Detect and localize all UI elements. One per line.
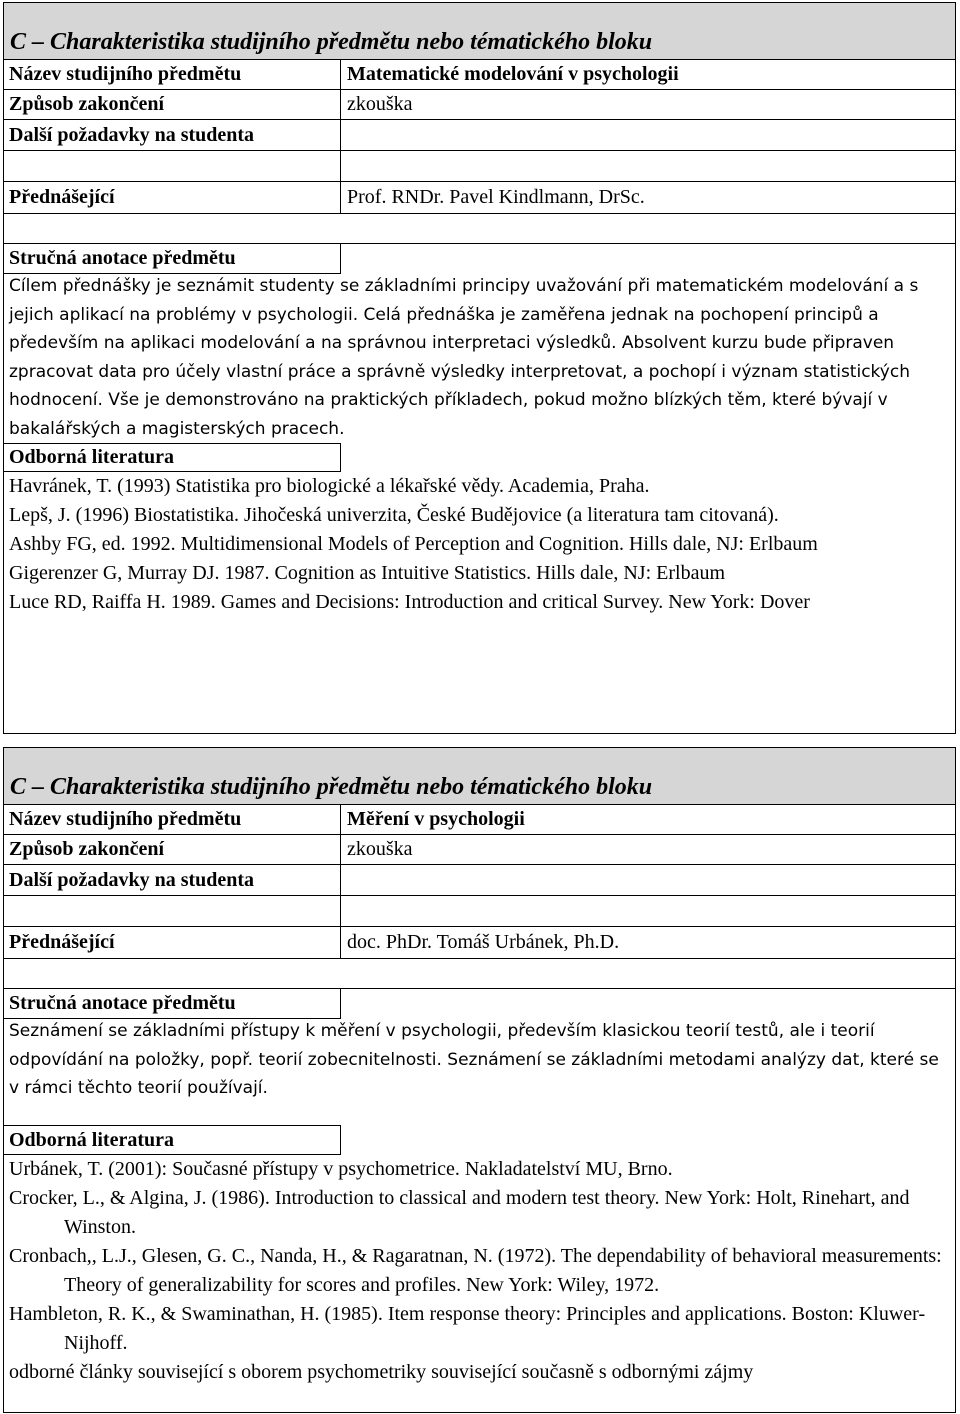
block-header [4, 748, 955, 805]
literature-item: Ashby FG, ed. 1992. Multidimensional Models of Perception and Cognition. Hills dale, NJ: Erlbaum [9, 533, 818, 555]
literature-item: Crocker, L., & Algina, J. (1986). Introduction to classical and modern test theory. New York: Holt, Rinehart, and Winston. [9, 1187, 910, 1238]
requirements-value [341, 120, 955, 150]
requirements-label: Další požadavky na studenta [4, 120, 341, 150]
annotation-text: Seznámení se základními přístupy k měření v psychologii, především klasickou teorií testů, ale i teorií odpovídání na položky, popř. teorií zobecnitelnosti. Seznámení se základními metodami analýzy dat, které se v rámci těchto teorií používají. [9, 1021, 939, 1098]
lecturer-label: Přednášející [4, 927, 341, 958]
literature-label: Odborná literatura [4, 1125, 341, 1155]
literature-item: Gigerenzer G, Murray DJ. 1987. Cognition as Intuitive Statistics. Hills dale, NJ: Erlbaum [9, 562, 725, 584]
annotation-label: Stručná anotace předmětu [4, 989, 341, 1019]
lecturer-value: doc. PhDr. Tomáš Urbánek, Ph.D. [347, 931, 620, 953]
block-title: C – Charakteristika studijního předmětu nebo tématického bloku [10, 29, 653, 55]
info-table [4, 805, 955, 958]
completion-label: Způsob zakončení [4, 90, 341, 119]
annotation-text: Cílem přednášky je seznámit studenty se základními principy uvažování při matematickém modelování a s jejich aplikací na problémy v psychologii. Celá přednáška je zaměřena jednak na pochopení principů a především na aplikaci modelování a na správnou interpretaci výsledků. Absolvent kurzu bude připraven zpracovat data pro účely vlastní práce a správně výsledky interpretovat, a pochopí i význam statistických hodnocení. Vše je demonstrováno na praktických příkladech, pokud možno blízkých těm, které bývají v bakalářských a magisterských pracech. [9, 276, 919, 439]
block-header [4, 3, 955, 60]
course-block-1 [3, 2, 956, 734]
course-name: Měření v psychologii [347, 808, 525, 830]
literature-item: Luce RD, Raiffa H. 1989. Games and Decisions: Introduction and critical Survey. New York: Dover [9, 591, 810, 613]
requirements-label: Další požadavky na studenta [4, 865, 341, 895]
literature-item: Havránek, T. (1993) Statistika pro biologické a lékařské vědy. Academia, Praha. [9, 475, 650, 497]
literature-list [4, 472, 955, 617]
course-name-label: Název studijního předmětu [4, 60, 341, 89]
annotation-label: Stručná anotace předmětu [4, 244, 341, 274]
lecturer-value: Prof. RNDr. Pavel Kindlmann, DrSc. [347, 186, 645, 208]
lecturer-label: Přednášející [4, 182, 341, 213]
literature-item: odborné články související s oborem psychometriky související současně s odbornými zájmy [9, 1361, 754, 1383]
literature-item: Urbánek, T. (2001): Současné přístupy v psychometrice. Nakladatelství MU, Brno. [9, 1158, 673, 1180]
literature-item: Hambleton, R. K., & Swaminathan, H. (1985). Item response theory: Principles and applications. Boston: Kluwer-Nijhoff. [9, 1303, 926, 1354]
literature-item: Lepš, J. (1996) Biostatistika. Jihočeská univerzita, České Budějovice (a literatura tam citovaná). [9, 504, 779, 526]
course-name-label: Název studijního předmětu [4, 805, 341, 834]
requirements-value [341, 865, 955, 895]
course-block-2 [3, 747, 956, 1413]
completion-value: zkouška [347, 838, 413, 860]
course-name: Matematické modelování v psychologii [347, 63, 679, 85]
block-title: C – Charakteristika studijního předmětu nebo tématického bloku [10, 774, 653, 800]
literature-label: Odborná literatura [4, 443, 341, 472]
literature-list [4, 1155, 955, 1387]
completion-label: Způsob zakončení [4, 835, 341, 864]
completion-value: zkouška [347, 93, 413, 115]
info-table [4, 60, 955, 213]
literature-item: Cronbach,, L.J., Glesen, G. C., Nanda, H., & Ragaratnan, N. (1972). The dependability of behavioral measurements: Theory of generalizability for scores and profiles. New York: Wiley, 1972. [9, 1245, 942, 1296]
